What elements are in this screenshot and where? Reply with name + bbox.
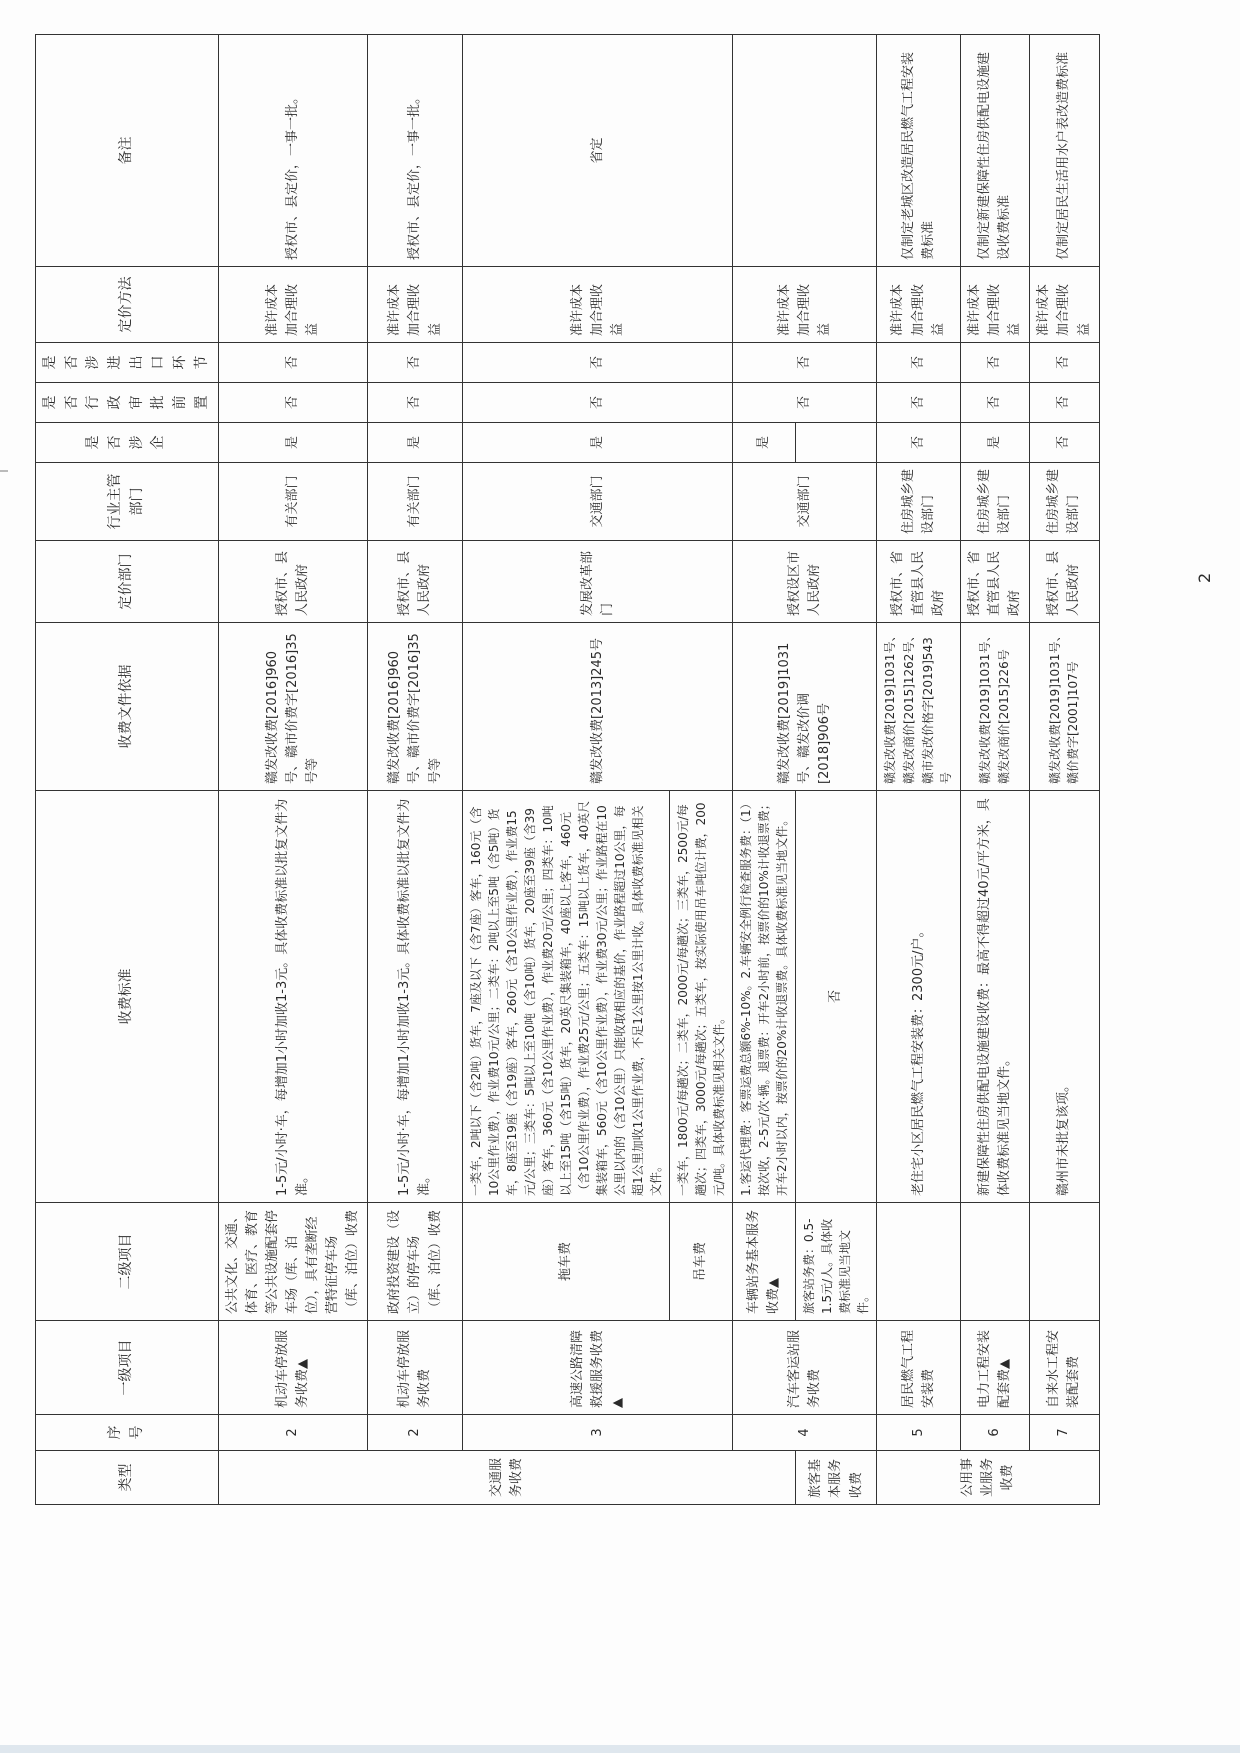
row-basis: 赣发改收费[2019]1031号、赣发改价调[2018]906号 — [733, 623, 877, 791]
row-basis: 赣发改收费[2013]245号 — [463, 623, 733, 791]
row-no: 2 — [218, 1415, 368, 1451]
row-remark — [733, 35, 877, 267]
row-level2: 吊车费 — [670, 1203, 733, 1321]
row-standard: 一类车，2吨以下（含2吨）货车，7座及以下（含7座）客车，160元（含10公里作业费），作业费10元/公里；二类车：2吨以上至5吨（含5吨）货车，8座至19座（含19座）客车，260元（含10公里作业费），作业费15元/公里；三类车：5吨以上至10吨（含10吨）货车，20座至39座（含39座）客车，360元（含10公里作业费），作业费20元/公里；四类车：10吨以上至15吨（含15吨）货车，20英尺集装箱车，40座以上客车，460元（含10公里作业费），作业费25元/公里；五类车：15吨以上货车，40英尺集装箱车，560元（含10公里作业费），作业费30元/公里；作业路程在10公里以内的（含10公里）只能收取相应的基价，作业路程超过10公里，每超1公里加收1公里作业费，不足1公里按1公里计收。具体收费标准见相关文件。 — [463, 791, 670, 1203]
row-level1: 机动车停放服务收费 — [368, 1321, 463, 1415]
header-no: 序号 — [36, 1415, 219, 1451]
table-row — [733, 35, 796, 1505]
header-import-export: 是否涉进出口环节 — [36, 343, 219, 383]
row-basis: 赣发改收费[2019]1031号、赣发改商价[2015]226号 — [960, 623, 1029, 791]
row-standard: 1-5元/小时·车，每增加1小时加收1-3元。具体收费标准以批复文件为准。 — [368, 791, 463, 1203]
row-level2: 拖车费 — [463, 1203, 670, 1321]
row-industry-dept: 交通部门 — [733, 463, 877, 541]
row-import-export: 否 — [877, 343, 960, 383]
table-row — [463, 35, 670, 1505]
row-level2: 车辆站务基本服务收费▲ — [733, 1203, 796, 1321]
row-import-export: 否 — [463, 343, 733, 383]
row-industry-dept: 交通部门 — [463, 463, 733, 541]
row-remark: 仅制定居民生活用水户表改造费标准 — [1030, 35, 1099, 267]
row-admin-approval: 否 — [733, 383, 877, 423]
table-row — [877, 35, 960, 1505]
row-import-export: 否 — [1030, 343, 1099, 383]
row-level2 — [877, 1203, 960, 1321]
row-standard: 赣州市未批复该项。 — [1030, 791, 1099, 1203]
header-involves-enterprise: 是否涉企 — [36, 423, 219, 463]
header-standard: 收费标准 — [36, 791, 219, 1203]
header-level2: 二级项目 — [36, 1203, 219, 1321]
row-import-export: 否 — [733, 343, 877, 383]
row-level1: 高速公路清障救援服务收费▲ — [463, 1321, 733, 1415]
row-import-export: 否 — [368, 343, 463, 383]
row-basis: 赣发改收费[2019]1031号、赣发改商价[2015]1262号、赣市发改价格字[2019]543号 — [877, 623, 960, 791]
row-pricing-method: 准许成本加合理收益 — [463, 267, 733, 343]
header-remark: 备注 — [36, 35, 219, 267]
row-level2: 公共文化、交通、体育、医疗、教育等公共设施配套停车场（库、泊位），具有垄断经营特征停车场（库、泊位）收费 — [218, 1203, 368, 1321]
row-standard: 旅客站务费：0.5-1.5元/人。具体收费标准见当地文件。 — [796, 1203, 877, 1321]
header-industry-dept: 行业主管部门 — [36, 463, 219, 541]
row-level1: 自来水工程安装配套费 — [1030, 1321, 1099, 1415]
row-level1: 机动车停放服务收费▲ — [218, 1321, 368, 1415]
row-pricing-method: 准许成本加合理收益 — [877, 267, 960, 343]
row-industry-dept: 有关部门 — [218, 463, 368, 541]
row-pricing-dept: 授权市、县人民政府 — [1030, 541, 1099, 623]
row-pricing-method: 准许成本加合理收益 — [1030, 267, 1099, 343]
row-involves-enterprise: 是 — [463, 423, 733, 463]
row-remark: 仅制定新建保障性住房供配电设施建设收费标准 — [960, 35, 1029, 267]
row-standard: 1-5元/小时·车，每增加1小时加收1-3元。具体收费标准以批复文件为准。 — [218, 791, 368, 1203]
row-involves-enterprise: 否 — [796, 791, 877, 1203]
row-pricing-dept: 授权市、县人民政府 — [218, 541, 368, 623]
row-no: 4 — [733, 1415, 877, 1451]
row-industry-dept: 住房城乡建设部门 — [877, 463, 960, 541]
row-basis: 赣发改收费[2016]960号、赣市价费字[2016]35号等 — [368, 623, 463, 791]
table-row — [960, 35, 1029, 1505]
row-involves-enterprise: 是 — [960, 423, 1029, 463]
table-row — [218, 35, 368, 1505]
row-basis: 赣发改收费[2016]960号、赣市价费字[2016]35号等 — [218, 623, 368, 791]
row-involves-enterprise: 是 — [368, 423, 463, 463]
row-industry-dept: 有关部门 — [368, 463, 463, 541]
row-level1: 电力工程安装配套费▲ — [960, 1321, 1029, 1415]
row-remark: 授权市、县定价，一事一批。 — [368, 35, 463, 267]
row-level1: 汽车客运站服务收费 — [733, 1321, 877, 1415]
row-pricing-method: 准许成本加合理收益 — [368, 267, 463, 343]
table-row — [368, 35, 463, 1505]
row-pricing-dept: 授权设区市人民政府 — [733, 541, 877, 623]
row-no: 7 — [1030, 1415, 1099, 1451]
row-level1: 居民燃气工程安装费 — [877, 1321, 960, 1415]
row-standard: 1.客运代理费：客票运费总额6%-10%。2.车辆安全例行检查服务费：（1）按次收，2-5元/次·辆。退票费：开车2小时前，按票价的10%计收退票费；开车2小时以内，按票价的20%计收退票费。具体收费标准见当地文件。 — [733, 791, 796, 1203]
header-level1: 一级项目 — [36, 1321, 219, 1415]
row-no: 3 — [463, 1415, 733, 1451]
row-pricing-method: 准许成本加合理收益 — [733, 267, 877, 343]
row-level2: 政府投资建设（设立）的停车场（库、泊位）收费 — [368, 1203, 463, 1321]
row-import-export: 否 — [218, 343, 368, 383]
category-traffic: 交通服务收费 — [218, 1451, 796, 1505]
row-level2 — [960, 1203, 1029, 1321]
row-no: 5 — [877, 1415, 960, 1451]
row-remark: 仅制定老城区改造居民燃气工程安装费标准 — [877, 35, 960, 267]
row-industry-dept: 住房城乡建设部门 — [1030, 463, 1099, 541]
row-standard: 新建保障性住房供配电设施建设收费：最高不得超过40元/平方米，具体收费标准见当地文件。 — [960, 791, 1029, 1203]
table-row — [1030, 35, 1099, 1505]
header-pricing-dept: 定价部门 — [36, 541, 219, 623]
fee-table — [35, 34, 1100, 1505]
row-admin-approval: 否 — [877, 383, 960, 423]
row-no: 6 — [960, 1415, 1029, 1451]
row-admin-approval: 否 — [960, 383, 1029, 423]
row-admin-approval: 否 — [368, 383, 463, 423]
row-no: 2 — [368, 1415, 463, 1451]
category-public: 公用事业服务收费 — [877, 1451, 1099, 1505]
row-level2 — [1030, 1203, 1099, 1321]
row-level2: 旅客基本服务收费 — [796, 1451, 877, 1505]
row-involves-enterprise: 否 — [877, 423, 960, 463]
row-involves-enterprise: 否 — [1030, 423, 1099, 463]
row-standard: 老住宅小区居民燃气工程安装费：2300元/户。 — [877, 791, 960, 1203]
page-number: 2 — [1195, 572, 1214, 583]
header-row — [36, 35, 219, 1505]
row-remark: 授权市、县定价，一事一批。 — [218, 35, 368, 267]
header-admin-approval: 是否行政审批前置 — [36, 383, 219, 423]
header-basis: 收费文件依据 — [36, 623, 219, 791]
row-pricing-method: 准许成本加合理收益 — [960, 267, 1029, 343]
row-pricing-dept: 授权市、省直管县人民政府 — [877, 541, 960, 623]
row-pricing-method: 准许成本加合理收益 — [218, 267, 368, 343]
row-involves-enterprise: 是 — [733, 423, 796, 463]
header-pricing-method: 定价方法 — [36, 267, 219, 343]
row-industry-dept: 住房城乡建设部门 — [960, 463, 1029, 541]
row-basis: 赣发改收费[2019]1031号、赣价费字[2001]107号 — [1030, 623, 1099, 791]
row-admin-approval: 否 — [218, 383, 368, 423]
row-standard: 一类车，1800元/每趟次；二类车，2000元/每趟次；三类车，2500元/每趟次；四类车，3000元/每趟次；五类车，按实际使用吊车吨位计费，200元/吨。具体收费标准见相关文件。 — [670, 791, 733, 1203]
row-admin-approval: 否 — [463, 383, 733, 423]
row-import-export: 否 — [960, 343, 1029, 383]
row-pricing-dept: 授权市、县人民政府 — [368, 541, 463, 623]
row-remark: 省定 — [463, 35, 733, 267]
row-pricing-dept: 发展改革部门 — [463, 541, 733, 623]
header-category: 类型 — [36, 1451, 219, 1505]
scan-edge — [0, 1745, 1240, 1753]
row-pricing-dept: 授权市、省直管县人民政府 — [960, 541, 1029, 623]
row-admin-approval: 否 — [1030, 383, 1099, 423]
row-involves-enterprise: 是 — [218, 423, 368, 463]
